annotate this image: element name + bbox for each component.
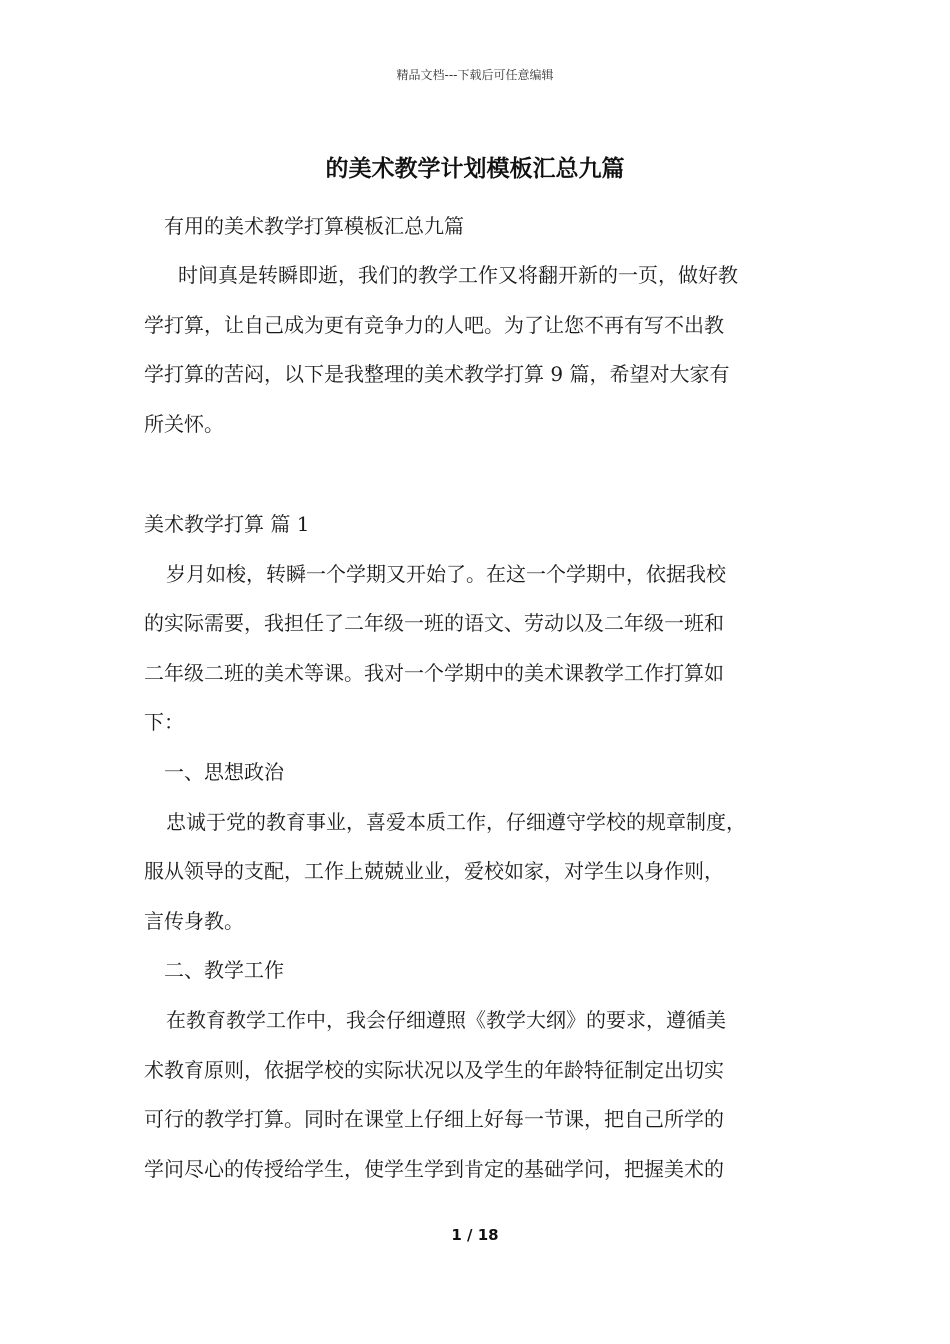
document-title: 的美术教学计划模板汇总九篇 (325, 155, 625, 182)
paragraph-line: 学打算，让自己成为更有竞争力的人吧。为了让您不再有写不出教 (144, 313, 724, 337)
paragraph-line: 的实际需要，我担任了二年级一班的语文、劳动以及二年级一班和 (144, 611, 724, 635)
paragraph-line: 服从领导的支配，工作上兢兢业业，爱校如家，对学生以身作则， (144, 859, 724, 883)
paragraph-line: 术教育原则，依据学校的实际状况以及学生的年龄特征制定出切实 (144, 1058, 724, 1082)
paragraph-line: 言传身教。 (144, 909, 244, 933)
paragraph-line: 二年级二班的美术等课。我对一个学期中的美术课教学工作打算如 (144, 661, 724, 685)
paragraph-line: 下： (144, 710, 184, 734)
page-number: 1 / 18 (451, 1226, 499, 1244)
paragraph-line: 岁月如梭，转瞬一个学期又开始了。在这一个学期中，依据我校 (166, 562, 726, 586)
section-heading: 美术教学打算 篇 1 (144, 512, 310, 536)
page-header: 精品文档---下载后可任意编辑 (396, 68, 554, 82)
paragraph-line: 忠诚于党的教育事业，喜爱本质工作，仔细遵守学校的规章制度， (166, 810, 746, 834)
paragraph-line: 所关怀。 (144, 412, 224, 436)
subsection-heading: 一、思想政治 (164, 760, 284, 784)
paragraph-line: 可行的教学打算。同时在课堂上仔细上好每一节课，把自己所学的 (144, 1107, 724, 1131)
paragraph-line: 学问尽心的传授给学生，使学生学到肯定的基础学问，把握美术的 (144, 1157, 724, 1181)
subsection-heading: 二、教学工作 (164, 958, 284, 982)
paragraph-line: 时间真是转瞬即逝，我们的教学工作又将翻开新的一页，做好教 (178, 263, 738, 287)
paragraph-line: 学打算的苦闷，以下是我整理的美术教学打算 9 篇，希望对大家有 (144, 362, 730, 386)
paragraph-line: 在教育教学工作中，我会仔细遵照《教学大纲》的要求，遵循美 (166, 1008, 726, 1032)
subtitle-line: 有用的美术教学打算模板汇总九篇 (164, 214, 464, 238)
